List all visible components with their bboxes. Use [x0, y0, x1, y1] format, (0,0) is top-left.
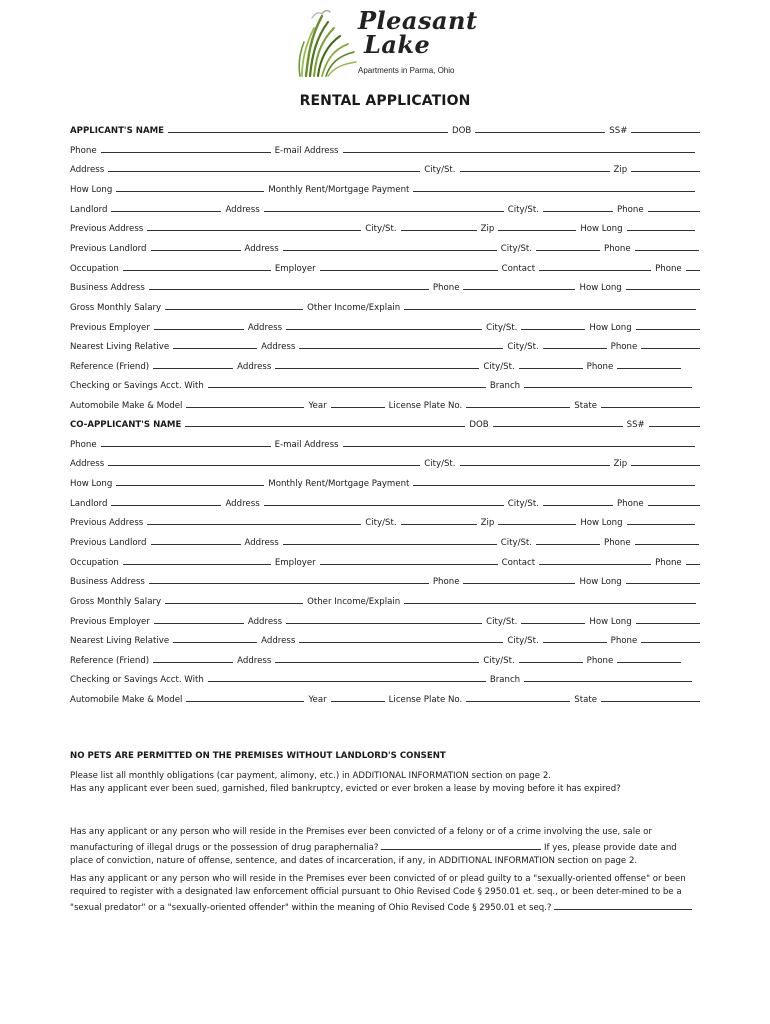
- sexual-offense-field[interactable]: [554, 899, 692, 910]
- coapplicant-salary-row: [70, 592, 700, 606]
- coapplicant-prev-city-label: City/St.: [365, 518, 397, 528]
- coapplicant-prev-zip-field[interactable]: [498, 513, 576, 525]
- coapplicant-address-field[interactable]: [108, 454, 420, 466]
- applicant-email-label: E-mail Address: [274, 145, 339, 155]
- coapplicant-reference-label: Reference (Friend): [70, 655, 150, 665]
- coapplicant-prev-address-row: [70, 513, 700, 527]
- applicant-relative-field[interactable]: [173, 337, 257, 349]
- coapplicant-prev-zip-label: Zip: [480, 518, 495, 528]
- applicant-prev-how-long-label: How Long: [580, 224, 623, 234]
- applicant-checking-row: [70, 376, 700, 390]
- applicant-prev-address-row: [70, 219, 700, 233]
- applicant-prev-address-label: Previous Address: [70, 224, 144, 234]
- coapplicant-rent-field[interactable]: [413, 474, 695, 486]
- coapplicant-prev-city-field[interactable]: [401, 513, 477, 525]
- applicant-prev-landlord-label: Previous Landlord: [70, 243, 147, 253]
- coapplicant-landlord-phone-field[interactable]: [648, 494, 700, 506]
- applicant-branch-field[interactable]: [524, 376, 692, 388]
- applicant-prev-employer-label: Previous Employer: [70, 322, 150, 332]
- coapplicant-checking-field[interactable]: [208, 670, 486, 682]
- coapplicant-checking-row: [70, 670, 700, 684]
- applicant-prev-employer-address-field[interactable]: [286, 318, 482, 330]
- coapplicant-business-how-long-label: How Long: [579, 577, 622, 587]
- coapplicant-landlord-city-label: City/St.: [507, 498, 539, 508]
- coapplicant-other-income-field[interactable]: [404, 592, 696, 604]
- coapplicant-prev-landlord-address-field[interactable]: [283, 533, 497, 545]
- applicant-prev-landlord-row: [70, 239, 700, 253]
- applicant-plate-field[interactable]: [466, 396, 570, 408]
- coapplicant-plate-field[interactable]: [466, 690, 570, 702]
- applicant-prev-zip-label: Zip: [480, 224, 495, 234]
- coapplicant-zip-field[interactable]: [631, 454, 700, 466]
- applicant-salary-row: [70, 298, 700, 312]
- coapplicant-prev-employer-address-label: Address: [247, 616, 283, 626]
- coapplicant-city-field[interactable]: [460, 454, 610, 466]
- coapplicant-contact-label: Contact: [501, 557, 536, 567]
- applicant-landlord-phone-label: Phone: [616, 204, 644, 214]
- coapplicant-prev-employer-row: [70, 612, 700, 626]
- coapplicant-state-label: State: [574, 695, 598, 705]
- applicant-prev-landlord-city-field[interactable]: [536, 239, 600, 251]
- applicant-city-label: City/St.: [424, 165, 456, 175]
- coapplicant-relative-phone-field[interactable]: [641, 631, 700, 643]
- applicant-zip-field[interactable]: [631, 160, 700, 172]
- coapplicant-contact-field[interactable]: [539, 553, 651, 565]
- applicant-occupation-field[interactable]: [123, 259, 271, 271]
- coapplicant-branch-field[interactable]: [524, 670, 692, 682]
- applicant-year-field[interactable]: [331, 396, 385, 408]
- coapplicant-business-row: [70, 572, 700, 586]
- applicant-prev-landlord-city-label: City/St.: [500, 243, 533, 253]
- coapplicant-auto-field[interactable]: [186, 690, 304, 702]
- coapplicant-business-address-field[interactable]: [149, 572, 429, 584]
- coapplicant-business-phone-field[interactable]: [463, 572, 575, 584]
- coapplicant-name-row: [70, 415, 700, 429]
- applicant-how-long-field[interactable]: [116, 180, 264, 192]
- applicant-contact-label: Contact: [501, 263, 536, 273]
- applicant-address-field[interactable]: [108, 160, 420, 172]
- applicant-occupation-row: [70, 259, 700, 273]
- coapplicant-year-field[interactable]: [331, 690, 385, 702]
- coapplicant-occupation-row: [70, 553, 700, 567]
- applicant-state-label: State: [574, 401, 598, 411]
- coapplicant-dob-field[interactable]: [493, 415, 623, 427]
- sued-line: Has any applicant ever been sued, garnished, filed bankruptcy, evicted or ever broken a lease by moving before it has expired?: [70, 784, 621, 794]
- coapplicant-business-how-long-field[interactable]: [626, 572, 700, 584]
- coapplicant-prev-employer-how-long-label: How Long: [589, 616, 632, 626]
- obligations-line: Please list all monthly obligations (car payment, alimony, etc.) in ADDITIONAL INFORMATION section on page 2.: [70, 771, 552, 781]
- applicant-phone-field[interactable]: [101, 141, 271, 153]
- applicant-reference-label: Reference (Friend): [70, 361, 150, 371]
- applicant-occ-phone-label: Phone: [655, 263, 682, 273]
- applicant-reference-field[interactable]: [153, 357, 233, 369]
- coapplicant-relative-phone-label: Phone: [610, 636, 638, 646]
- applicant-reference-address-field[interactable]: [275, 357, 479, 369]
- coapplicant-reference-address-label: Address: [237, 655, 272, 665]
- coapplicant-reference-phone-field[interactable]: [617, 651, 681, 663]
- applicant-address-label: Address: [70, 165, 105, 175]
- coapplicant-landlord-address-field[interactable]: [264, 494, 504, 506]
- coapplicant-occ-phone-field[interactable]: [686, 553, 700, 565]
- applicant-prev-employer-row: [70, 318, 700, 332]
- coapplicant-plate-label: License Plate No.: [388, 695, 463, 705]
- coapplicant-relative-city-label: City/St.: [507, 636, 539, 646]
- applicant-landlord-city-field[interactable]: [543, 200, 613, 212]
- applicant-relative-label: Nearest Living Relative: [70, 342, 170, 352]
- coapplicant-occ-phone-label: Phone: [655, 557, 682, 567]
- coapplicant-city-label: City/St.: [424, 459, 456, 469]
- coapplicant-prev-how-long-field[interactable]: [627, 513, 695, 525]
- applicant-occ-phone-field[interactable]: [686, 259, 700, 271]
- coapplicant-relative-row: [70, 631, 700, 645]
- coapplicant-prev-landlord-city-field[interactable]: [536, 533, 600, 545]
- applicant-prev-landlord-field[interactable]: [151, 239, 241, 251]
- pleasant-lake-logo: [298, 6, 478, 80]
- felony-text: Has any applicant or any person who will reside in the Premises ever been convicted of a felony or of a crime involving the use, sale or manufacturing of illegal drugs or the possession of drug paraphernalia?: [70, 827, 652, 853]
- coapplicant-dob-label: DOB: [469, 420, 489, 429]
- coapplicant-email-field[interactable]: [343, 435, 695, 447]
- applicant-business-phone-label: Phone: [432, 283, 460, 293]
- felony-field[interactable]: [381, 839, 541, 850]
- coapplicant-phone-field[interactable]: [101, 435, 271, 447]
- applicant-prev-employer-field[interactable]: [154, 318, 244, 330]
- applicant-prev-zip-field[interactable]: [498, 219, 576, 231]
- applicant-landlord-phone-field[interactable]: [648, 200, 700, 212]
- coapplicant-rent-label: Monthly Rent/Mortgage Payment: [268, 478, 410, 488]
- applicant-prev-city-field[interactable]: [401, 219, 477, 231]
- applicant-relative-address-field[interactable]: [299, 337, 503, 349]
- sexual-offense-paragraph: [70, 873, 702, 915]
- applicant-checking-label: Checking or Savings Acct. With: [70, 381, 204, 391]
- coapplicant-other-income-label: Other Income/Explain: [307, 596, 401, 606]
- felony-details-text: If yes, please provide date and place of conviction, nature of offense, sentence, and dates of incarceration, if any, in ADDITIONAL INFORMATION section on page 2.: [70, 843, 677, 866]
- coapplicant-employer-label: Employer: [274, 557, 316, 567]
- coapplicant-how-long-row: [70, 474, 700, 488]
- coapplicant-gross-salary-field[interactable]: [165, 592, 303, 604]
- applicant-reference-phone-label: Phone: [586, 361, 614, 371]
- applicant-branch-label: Branch: [489, 381, 521, 391]
- coapplicant-prev-landlord-field[interactable]: [151, 533, 241, 545]
- applicant-state-field[interactable]: [601, 396, 700, 408]
- coapplicant-ss-field[interactable]: [649, 415, 700, 427]
- applicant-business-how-long-label: How Long: [579, 283, 622, 293]
- occupants-row: [70, 709, 700, 723]
- applicant-contact-field[interactable]: [539, 259, 651, 271]
- applicant-how-long-label: How Long: [70, 184, 113, 194]
- applicant-reference-address-label: Address: [237, 361, 272, 371]
- applicant-business-row: [70, 278, 700, 292]
- coapplicant-occupation-field[interactable]: [123, 553, 271, 565]
- coapplicant-prev-address-label: Previous Address: [70, 518, 144, 528]
- applicant-relative-address-label: Address: [261, 342, 296, 352]
- page-title: RENTAL APPLICATION: [299, 93, 471, 109]
- no-pets-notice: NO PETS ARE PERMITTED ON THE PREMISES WITHOUT LANDLORD'S CONSENT: [70, 751, 446, 761]
- coapplicant-zip-label: Zip: [613, 459, 628, 469]
- applicant-landlord-address-label: Address: [225, 204, 260, 214]
- coapplicant-auto-label: Automobile Make & Model: [70, 695, 183, 705]
- coapplicant-relative-address-label: Address: [261, 636, 296, 646]
- applicant-business-address-label: Business Address: [70, 283, 145, 293]
- applicant-relative-phone-field[interactable]: [641, 337, 700, 349]
- coapplicant-landlord-field[interactable]: [111, 494, 221, 506]
- applicant-relative-city-label: City/St.: [507, 342, 539, 352]
- applicant-rent-field[interactable]: [413, 180, 695, 192]
- sexual-offense-text: Has any applicant or any person who will reside in the Premises ever been convicted of or plead guilty to a "sexually-oriented offense" or been required to register with a designated law enforcement official pursuant to Ohio Revised Code § 2950.01 et. seq., or been deter-mined to be a "sexual predator" or a "sexually-oriented offender" within the meaning of Ohio Revised Code § 2950.01 et seq.?: [70, 874, 686, 913]
- applicant-gross-salary-label: Gross Monthly Salary: [70, 302, 162, 312]
- coapplicant-prev-landlord-row: [70, 533, 700, 547]
- coapplicant-reference-row: [70, 651, 700, 665]
- coapplicant-ss-label: SS#: [626, 420, 645, 429]
- coapplicant-prev-landlord-phone-label: Phone: [604, 537, 631, 547]
- applicant-dob-field[interactable]: [475, 121, 605, 133]
- coapplicant-occupation-label: Occupation: [70, 557, 119, 567]
- applicant-auto-label: Automobile Make & Model: [70, 401, 183, 411]
- coapplicant-reference-city-label: City/St.: [483, 655, 515, 665]
- applicant-phone-row: [70, 141, 700, 155]
- applicant-employer-field[interactable]: [320, 259, 498, 271]
- coapplicant-name-label: CO-APPLICANT'S NAME: [70, 420, 182, 429]
- coapplicant-phone-row: [70, 435, 700, 449]
- logo-name-line2: Lake: [364, 30, 431, 59]
- applicant-relative-row: [70, 337, 700, 351]
- coapplicant-auto-row: [70, 690, 700, 704]
- applicant-gross-salary-field[interactable]: [165, 298, 303, 310]
- coapplicant-business-phone-label: Phone: [432, 577, 460, 587]
- coapplicant-name-field[interactable]: [185, 415, 465, 427]
- coapplicant-checking-label: Checking or Savings Acct. With: [70, 675, 204, 685]
- coapplicant-prev-employer-city-label: City/St.: [486, 616, 518, 626]
- coapplicant-business-address-label: Business Address: [70, 577, 145, 587]
- coapplicant-employer-field[interactable]: [320, 553, 498, 565]
- applicant-checking-field[interactable]: [208, 376, 486, 388]
- coapplicant-prev-how-long-label: How Long: [580, 518, 623, 528]
- coapplicant-phone-label: Phone: [70, 439, 97, 449]
- applicant-occupation-label: Occupation: [70, 263, 119, 273]
- applicant-employer-label: Employer: [274, 263, 316, 273]
- applicant-address-row: [70, 160, 700, 174]
- applicant-business-address-field[interactable]: [149, 278, 429, 290]
- coapplicant-prev-landlord-label: Previous Landlord: [70, 537, 147, 547]
- applicant-city-field[interactable]: [460, 160, 610, 172]
- applicant-other-income-field[interactable]: [404, 298, 696, 310]
- applicant-year-label: Year: [308, 401, 327, 411]
- applicant-prev-landlord-address-label: Address: [244, 243, 279, 253]
- obligations-text: [70, 770, 702, 796]
- coapplicant-prev-employer-label: Previous Employer: [70, 616, 150, 626]
- applicant-name-field[interactable]: [168, 121, 448, 133]
- applicant-auto-row: [70, 396, 700, 410]
- coapplicant-prev-employer-city-field[interactable]: [521, 612, 585, 624]
- applicant-reference-phone-field[interactable]: [617, 357, 681, 369]
- applicant-ss-field[interactable]: [631, 121, 700, 133]
- coapplicant-year-label: Year: [308, 695, 327, 705]
- applicant-other-income-label: Other Income/Explain: [307, 302, 401, 312]
- coapplicant-address-label: Address: [70, 459, 105, 469]
- coapplicant-landlord-address-label: Address: [225, 498, 260, 508]
- applicant-prev-how-long-field[interactable]: [627, 219, 695, 231]
- applicant-landlord-field[interactable]: [111, 200, 221, 212]
- applicant-landlord-label: Landlord: [70, 204, 108, 214]
- applicant-how-long-row: [70, 180, 700, 194]
- coapplicant-state-field[interactable]: [601, 690, 700, 702]
- coapplicant-landlord-label: Landlord: [70, 498, 108, 508]
- coapplicant-prev-landlord-address-label: Address: [244, 537, 279, 547]
- applicant-business-phone-field[interactable]: [463, 278, 575, 290]
- coapplicant-prev-employer-how-long-field[interactable]: [636, 612, 700, 624]
- coapplicant-gross-salary-label: Gross Monthly Salary: [70, 596, 162, 606]
- applicant-prev-employer-city-field[interactable]: [521, 318, 585, 330]
- coapplicant-landlord-phone-label: Phone: [616, 498, 644, 508]
- applicant-zip-label: Zip: [613, 165, 628, 175]
- applicant-relative-city-field[interactable]: [543, 337, 607, 349]
- sued-details-row: [70, 804, 700, 818]
- initials-row: [70, 919, 700, 933]
- applicant-relative-phone-label: Phone: [610, 342, 638, 352]
- coapplicant-landlord-row: [70, 494, 700, 508]
- applicant-dob-label: DOB: [452, 126, 472, 135]
- applicant-landlord-address-field[interactable]: [264, 200, 504, 212]
- applicant-prev-landlord-phone-label: Phone: [604, 243, 631, 253]
- coapplicant-how-long-label: How Long: [70, 478, 113, 488]
- applicant-plate-label: License Plate No.: [388, 401, 463, 411]
- logo-name-line1: Pleasant: [358, 6, 478, 35]
- coapplicant-prev-employer-address-field[interactable]: [286, 612, 482, 624]
- applicant-landlord-row: [70, 200, 700, 214]
- coapplicant-relative-label: Nearest Living Relative: [70, 636, 170, 646]
- coapplicant-prev-landlord-phone-field[interactable]: [635, 533, 699, 545]
- coapplicant-reference-field[interactable]: [153, 651, 233, 663]
- coapplicant-how-long-field[interactable]: [116, 474, 264, 486]
- coapplicant-email-label: E-mail Address: [274, 439, 339, 449]
- coapplicant-address-row: [70, 454, 700, 468]
- applicant-prev-employer-how-long-field[interactable]: [636, 318, 700, 330]
- applicant-email-field[interactable]: [343, 141, 695, 153]
- coapplicant-relative-city-field[interactable]: [543, 631, 607, 643]
- coapplicant-relative-field[interactable]: [173, 631, 257, 643]
- coapplicant-prev-employer-field[interactable]: [154, 612, 244, 624]
- applicant-reference-city-label: City/St.: [483, 361, 515, 371]
- applicant-name-label: APPLICANT'S NAME: [70, 126, 165, 135]
- applicant-prev-employer-city-label: City/St.: [486, 322, 518, 332]
- coapplicant-reference-address-field[interactable]: [275, 651, 479, 663]
- applicant-business-how-long-field[interactable]: [626, 278, 700, 290]
- applicant-auto-field[interactable]: [186, 396, 304, 408]
- coapplicant-branch-label: Branch: [489, 675, 521, 685]
- applicant-prev-city-label: City/St.: [365, 224, 397, 234]
- logo-tagline: Apartments in Parma, Ohio: [358, 66, 455, 75]
- applicant-prev-landlord-phone-field[interactable]: [635, 239, 699, 251]
- applicant-prev-address-field[interactable]: [147, 219, 361, 231]
- coapplicant-reference-phone-label: Phone: [586, 655, 614, 665]
- coapplicant-prev-landlord-city-label: City/St.: [500, 537, 533, 547]
- pets-row: [70, 729, 700, 743]
- applicant-reference-row: [70, 357, 700, 371]
- applicant-reference-city-field[interactable]: [519, 357, 583, 369]
- felony-paragraph: [70, 826, 702, 868]
- coapplicant-landlord-city-field[interactable]: [543, 494, 613, 506]
- applicant-prev-landlord-address-field[interactable]: [283, 239, 497, 251]
- applicant-phone-label: Phone: [70, 145, 97, 155]
- applicant-name-row: [70, 121, 700, 135]
- coapplicant-relative-address-field[interactable]: [299, 631, 503, 643]
- applicant-prev-employer-how-long-label: How Long: [589, 322, 632, 332]
- coapplicant-prev-address-field[interactable]: [147, 513, 361, 525]
- coapplicant-reference-city-field[interactable]: [519, 651, 583, 663]
- applicant-prev-employer-address-label: Address: [247, 322, 283, 332]
- applicant-landlord-city-label: City/St.: [507, 204, 539, 214]
- applicant-rent-label: Monthly Rent/Mortgage Payment: [268, 184, 410, 194]
- applicant-ss-label: SS#: [609, 126, 628, 135]
